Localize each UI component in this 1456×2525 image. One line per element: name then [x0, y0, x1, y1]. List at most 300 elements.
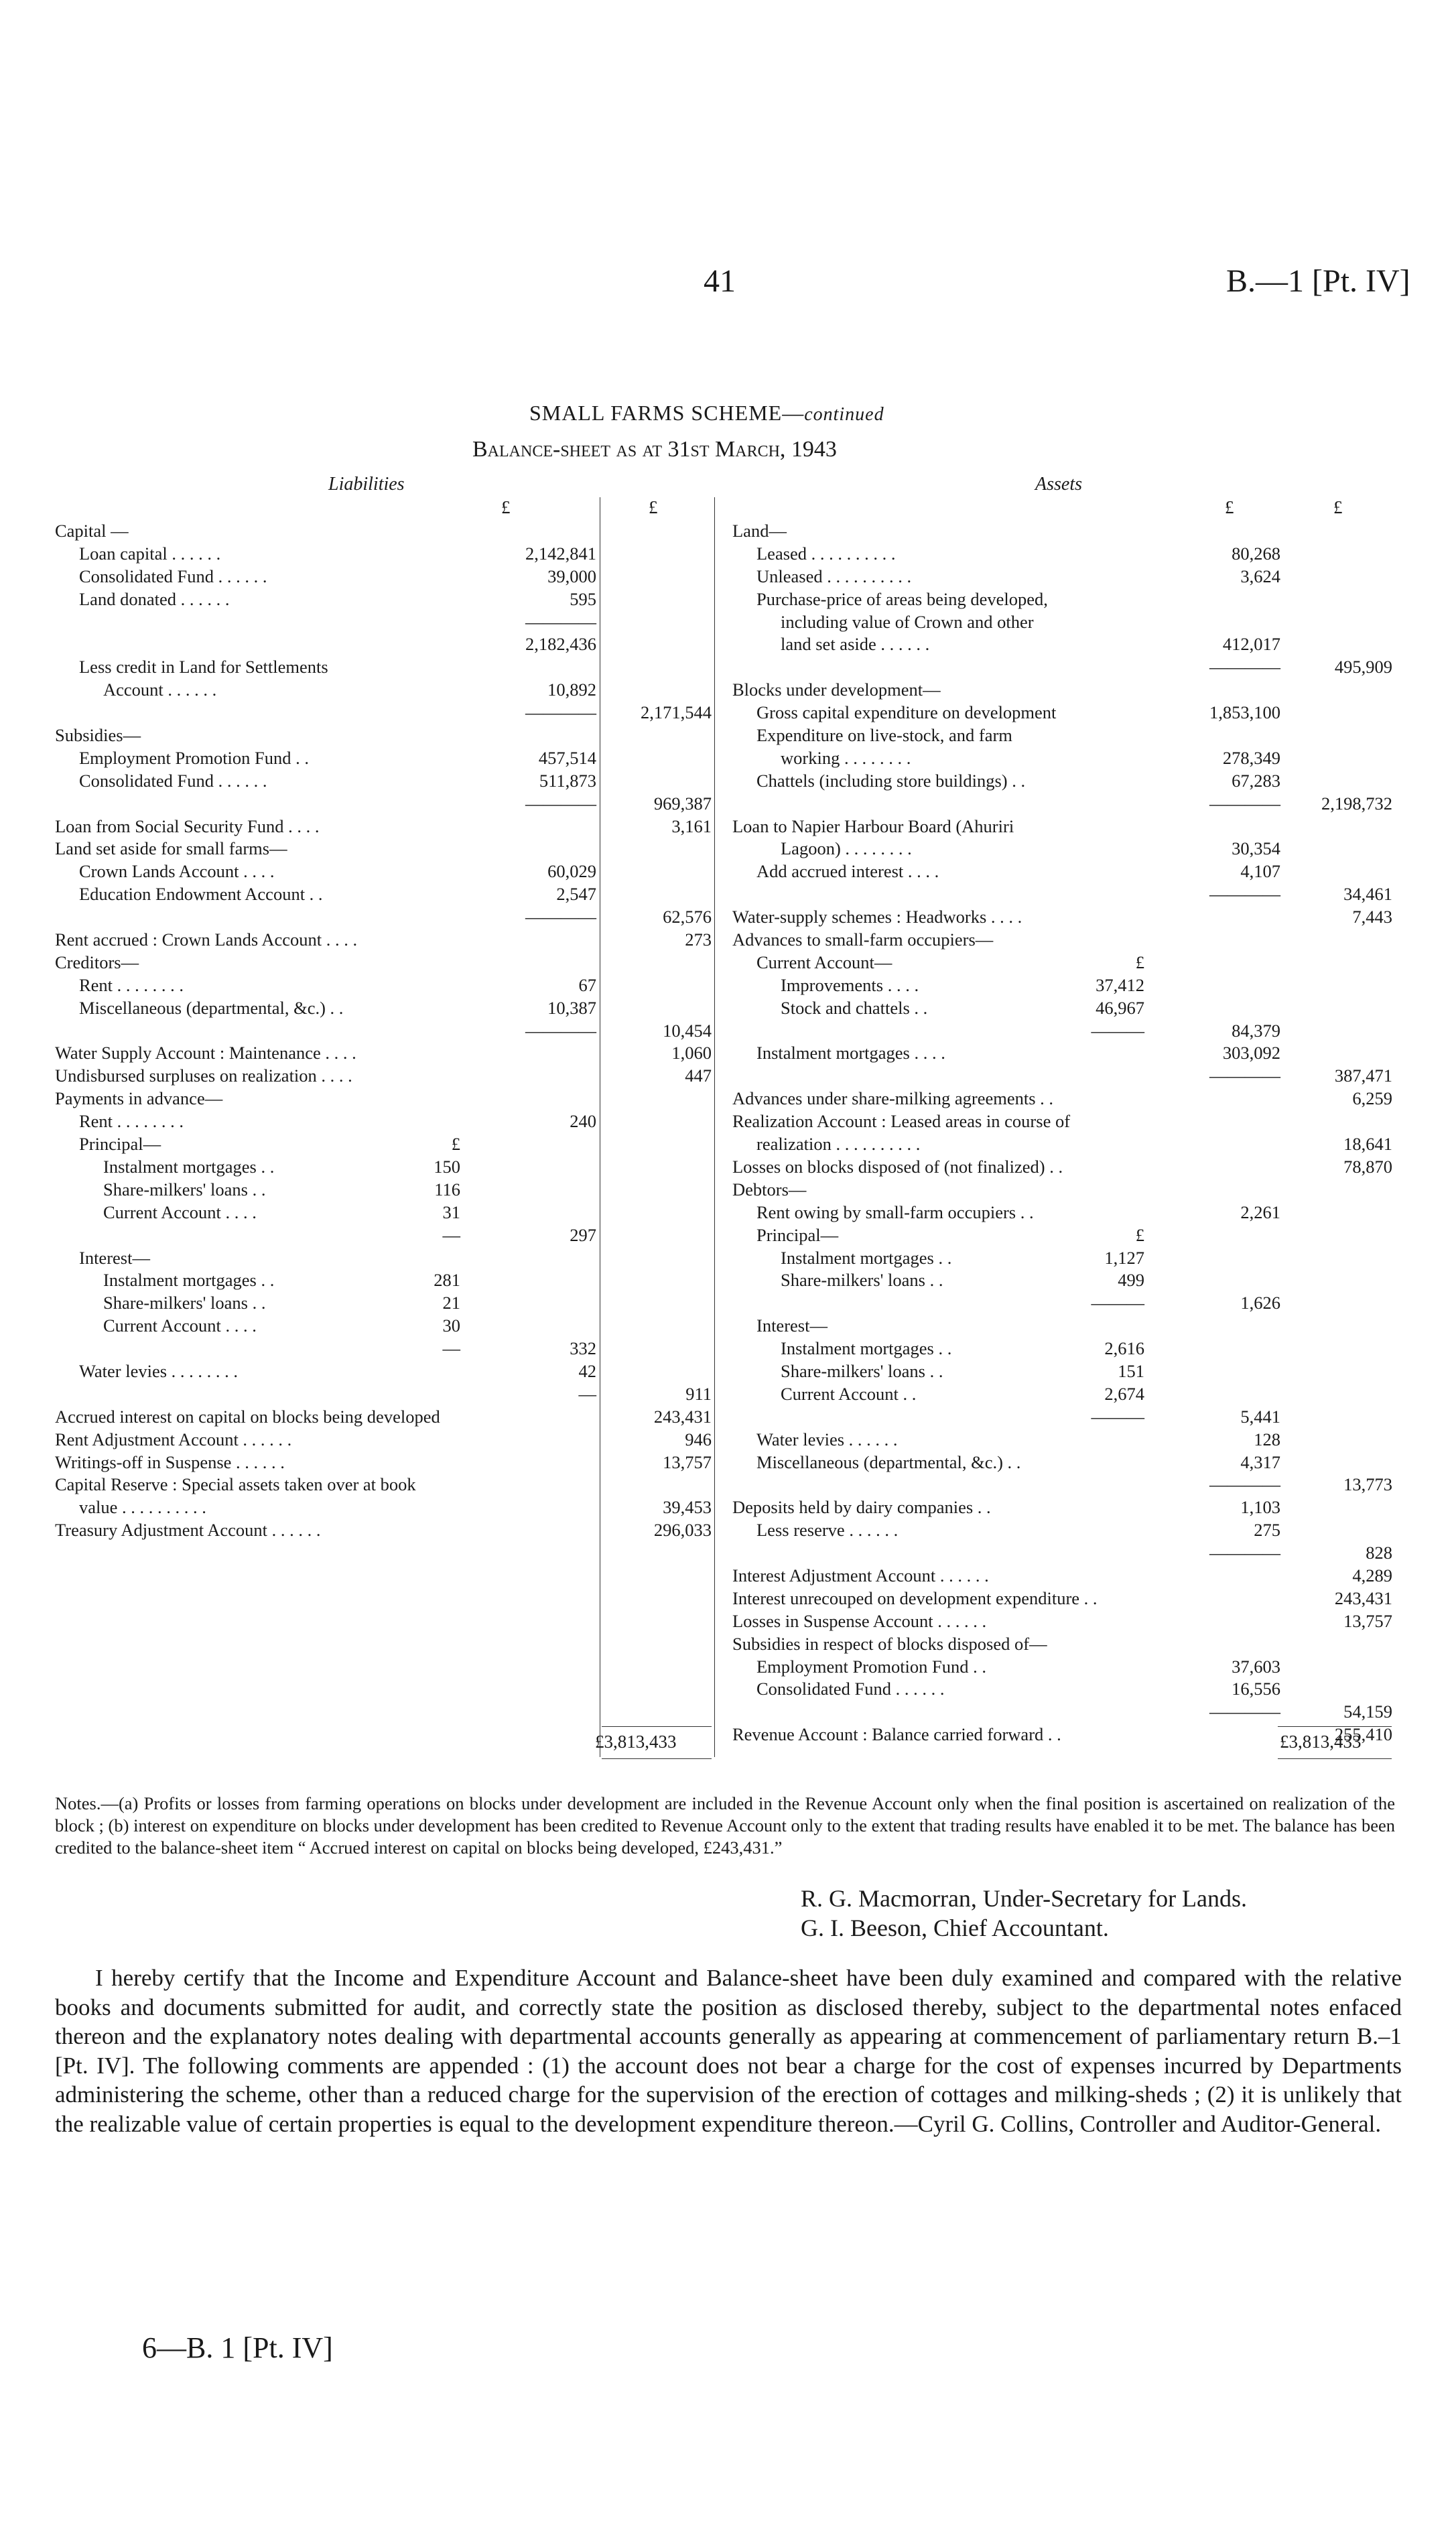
liabilities-row: [55, 1519, 712, 1542]
assets-amount-b: 255,410: [1334, 1724, 1392, 1745]
liabilities-amount-a: 2,182,436: [525, 634, 596, 655]
liabilities-label: Undisbursed surpluses on realization . . . .: [55, 1065, 352, 1086]
assets-amount-s: 2,616: [1104, 1338, 1144, 1359]
assets-row: [732, 1429, 1396, 1451]
liabilities-amount-s: —: [442, 1338, 460, 1359]
liabilities-label: Current Account . . . .: [103, 1315, 257, 1336]
liabilities-amount-a: 297: [570, 1224, 596, 1245]
liabilities-amount-s: 31: [442, 1202, 460, 1222]
liabilities-row: [55, 906, 712, 929]
liabilities-row: [55, 702, 712, 724]
assets-label: Realization Account : Leased areas in course of: [732, 1111, 1071, 1132]
liabilities-label: Writings-off in Suspense . . . . . .: [55, 1451, 285, 1472]
assets-label: land set aside . . . . . .: [781, 634, 930, 655]
liabilities-amount-a: ————: [525, 907, 596, 927]
liabilities-row: [55, 611, 712, 634]
assets-amount-b: 387,471: [1334, 1065, 1392, 1086]
liabilities-amount-a: 240: [570, 1111, 596, 1132]
liabilities-row: [55, 1088, 712, 1110]
assets-row: [732, 952, 1396, 974]
assets-row: [732, 702, 1396, 724]
liabilities-amount-b: 2,171,544: [641, 702, 712, 723]
liabilities-amount-b: 447: [685, 1065, 712, 1086]
liabilities-row: [55, 656, 712, 679]
assets-label: Leased . . . . . . . . . .: [756, 543, 896, 564]
assets-label: Losses on blocks disposed of (not finalized) . .: [732, 1156, 1063, 1177]
assets-amount-b: 54,159: [1343, 1701, 1392, 1722]
assets-amount-a: 37,603: [1232, 1656, 1280, 1677]
liabilities-row: [55, 793, 712, 816]
liabilities-row: [55, 724, 712, 747]
liabilities-amount-a: —: [578, 1383, 596, 1404]
assets-row: [732, 679, 1396, 702]
document-ref: B.—1 [Pt. IV]: [1226, 263, 1410, 299]
liabilities-label: Crown Lands Account . . . .: [79, 861, 275, 882]
assets-row: [732, 1269, 1396, 1292]
liab-pound-a: £: [501, 497, 511, 517]
liabilities-row: [55, 974, 712, 997]
liabilities-label: Rent . . . . . . . .: [79, 974, 184, 995]
liabilities-row: [55, 1474, 712, 1496]
assets-amount-a: 5,441: [1240, 1406, 1280, 1427]
liabilities-label: value . . . . . . . . . .: [79, 1497, 206, 1518]
liabilities-label: Account . . . . . .: [103, 679, 217, 700]
liabilities-amount-a: 457,514: [538, 747, 596, 768]
assets-amount-a: 275: [1254, 1520, 1280, 1541]
assets-amount-s: 46,967: [1096, 997, 1144, 1018]
liabilities-label: Principal—: [79, 1134, 161, 1155]
assets-label: Rent owing by small-farm occupiers . .: [756, 1202, 1034, 1222]
liabilities-label: Share-milkers' loans . .: [103, 1179, 266, 1200]
liabilities-amount-s: 30: [442, 1315, 460, 1336]
assets-amount-a: 303,092: [1222, 1043, 1280, 1063]
liabilities-row: [55, 1133, 712, 1156]
assets-row: [732, 1247, 1396, 1270]
liabilities-label: Consolidated Fund . . . . . .: [79, 566, 267, 586]
assets-amount-b: 13,757: [1343, 1610, 1392, 1631]
assets-row: [732, 611, 1396, 634]
assets-pound-a: £: [1225, 497, 1234, 517]
assets-row: [732, 1156, 1396, 1179]
liabilities-label: Capital —: [55, 521, 129, 541]
liabilities-amount-b: 946: [685, 1429, 712, 1449]
assets-amount-a: ————: [1209, 1543, 1280, 1563]
liabilities-row: [55, 1156, 712, 1179]
liabilities-amount-a: 332: [570, 1338, 596, 1359]
assets-label: Interest unrecouped on development expenditure . .: [732, 1588, 1098, 1608]
assets-amount-b: 34,461: [1343, 884, 1392, 905]
liabilities-row: [55, 1110, 712, 1133]
assets-amount-b: 495,909: [1334, 657, 1392, 677]
liabilities-row: [55, 1315, 712, 1338]
liabilities-row: [55, 997, 712, 1020]
liabilities-row: [55, 1360, 712, 1383]
assets-row: [732, 816, 1396, 838]
assets-total: £3,813,433: [1280, 1732, 1362, 1752]
assets-amount-a: ————: [1209, 657, 1280, 677]
liabilities-label: Subsidies—: [55, 725, 141, 746]
assets-row: [732, 1383, 1396, 1406]
liabilities-row: [55, 633, 712, 656]
liabilities-label: Loan from Social Security Fund . . . .: [55, 816, 320, 836]
assets-ledger: [732, 520, 1396, 1746]
assets-row: [732, 588, 1396, 611]
liabilities-label: Current Account . . . .: [103, 1202, 257, 1222]
assets-label: Unleased . . . . . . . . . .: [756, 566, 912, 586]
assets-row: [732, 1451, 1396, 1474]
assets-row: [732, 1020, 1396, 1043]
assets-label: Current Account—: [756, 952, 892, 972]
signature-chief-accountant: G. I. Beeson, Chief Accountant.: [801, 1915, 1109, 1941]
assets-row: [732, 520, 1396, 543]
assets-amount-a: 80,268: [1232, 543, 1280, 564]
assets-label: Subsidies in respect of blocks disposed of—: [732, 1633, 1047, 1654]
assets-amount-a: ————: [1209, 884, 1280, 905]
assets-label: Advances under share-milking agreements . .: [732, 1088, 1054, 1109]
assets-label: Current Account . .: [781, 1383, 917, 1404]
assets-row: [732, 1474, 1396, 1496]
liabilities-row: [55, 1202, 712, 1224]
liabilities-label: Instalment mortgages . .: [103, 1156, 275, 1177]
assets-row: [732, 1610, 1396, 1633]
liabilities-row: [55, 1496, 712, 1519]
scheme-title: [529, 401, 884, 426]
liabilities-row: [55, 520, 712, 543]
assets-label: Deposits held by dairy companies . .: [732, 1497, 991, 1518]
assets-label: Consolidated Fund . . . . . .: [756, 1679, 945, 1699]
assets-amount-b: 4,289: [1352, 1565, 1392, 1585]
assets-label: Revenue Account : Balance carried forward . .: [732, 1724, 1061, 1745]
assets-label: realization . . . . . . . . . .: [756, 1134, 921, 1155]
assets-amount-a: ————: [1209, 1065, 1280, 1086]
assets-label: Blocks under development—: [732, 679, 941, 700]
assets-amount-s: £: [1135, 952, 1144, 972]
assets-amount-b: 7,443: [1352, 907, 1392, 927]
assets-label: Stock and chattels . .: [781, 997, 928, 1018]
assets-amount-a: 30,354: [1232, 838, 1280, 859]
assets-amount-s: ———: [1091, 1406, 1144, 1427]
liabilities-label: Consolidated Fund . . . . . .: [79, 770, 267, 791]
assets-amount-b: 6,259: [1352, 1088, 1392, 1109]
assets-row: [732, 1496, 1396, 1519]
liabilities-row: [55, 1042, 712, 1065]
liabilities-amount-s: 150: [434, 1156, 460, 1177]
assets-amount-b: 828: [1366, 1543, 1392, 1563]
liabilities-label: Miscellaneous (departmental, &c.) . .: [79, 997, 344, 1018]
assets-label: working . . . . . . . .: [781, 747, 911, 768]
liabilities-amount-b: 1,060: [671, 1043, 712, 1063]
liabilities-amount-b: 3,161: [671, 816, 712, 836]
assets-row: [732, 860, 1396, 883]
assets-amount-s: 151: [1118, 1360, 1144, 1381]
liabilities-row: [55, 1224, 712, 1247]
assets-row: [732, 1133, 1396, 1156]
liabilities-heading: Liabilities: [328, 474, 405, 495]
assets-amount-a: 84,379: [1232, 1020, 1280, 1041]
liabilities-label: Loan capital . . . . . .: [79, 543, 221, 564]
liabilities-row: [55, 747, 712, 770]
assets-label: Purchase-price of areas being developed,: [756, 588, 1048, 609]
liabilities-row: [55, 1247, 712, 1270]
notes: Notes.—(a) Profits or losses from farming operations on blocks under development are included in the Revenue Account only when the final position is ascertained on realization of the block ; (b) interest on expenditure on blocks under development has been credited to Revenue Account only to the extent that trading results have enabled it to be met. The balance has been credited to the balance-sheet item “ Accrued interest on capital on blocks being developed, £243,431.”: [55, 1793, 1395, 1858]
liabilities-label: Interest—: [79, 1247, 150, 1268]
liabilities-amount-a: 2,142,841: [525, 543, 596, 564]
liabilities-row: [55, 543, 712, 566]
assets-label: Losses in Suspense Account . . . . . .: [732, 1610, 987, 1631]
liabilities-label: Accrued interest on capital on blocks being developed: [55, 1406, 440, 1427]
assets-row: [732, 883, 1396, 906]
assets-label: Instalment mortgages . . . .: [756, 1043, 945, 1063]
liabilities-label: Water Supply Account : Maintenance . . . .: [55, 1043, 356, 1063]
assets-amount-a: 4,317: [1240, 1451, 1280, 1472]
assets-label: Gross capital expenditure on development: [756, 702, 1057, 723]
assets-amount-b: 243,431: [1334, 1588, 1392, 1608]
liabilities-total: £3,813,433: [595, 1732, 677, 1752]
assets-amount-b: 13,773: [1343, 1474, 1392, 1495]
balance-sheet-title: Balance-sheet as at 31st March, 1943: [472, 437, 837, 462]
liabilities-label: Rent . . . . . . . .: [79, 1111, 184, 1132]
page-number: 41: [704, 263, 736, 299]
assets-label: Share-milkers' loans . .: [781, 1270, 943, 1291]
assets-amount-a: ————: [1209, 1474, 1280, 1495]
liabilities-row: [55, 860, 712, 883]
liabilities-row: [55, 1383, 712, 1406]
assets-amount-s: ———: [1091, 1293, 1144, 1313]
signature-under-secretary: R. G. Macmorran, Under-Secretary for Lands.: [801, 1885, 1248, 1912]
liab-pound-b: £: [649, 497, 658, 517]
assets-row: [732, 793, 1396, 816]
liabilities-row: [55, 566, 712, 588]
assets-label: Loan to Napier Harbour Board (Ahuriri: [732, 816, 1014, 836]
assets-row: [732, 1565, 1396, 1588]
assets-label: Land—: [732, 521, 787, 541]
assets-label: Principal—: [756, 1224, 839, 1245]
liabilities-row: [55, 679, 712, 702]
assets-row: [732, 1042, 1396, 1065]
liabilities-amount-b: 39,453: [663, 1497, 712, 1518]
assets-label: Miscellaneous (departmental, &c.) . .: [756, 1451, 1021, 1472]
assets-row: [732, 1678, 1396, 1701]
assets-amount-a: 2,261: [1240, 1202, 1280, 1222]
liabilities-label: Share-milkers' loans . .: [103, 1293, 266, 1313]
assets-row: [732, 1110, 1396, 1133]
assets-row: [732, 974, 1396, 997]
assets-row: [732, 747, 1396, 770]
assets-row: [732, 1179, 1396, 1202]
assets-amount-a: 412,017: [1222, 634, 1280, 655]
assets-row: [732, 997, 1396, 1020]
assets-amount-a: 128: [1254, 1429, 1280, 1449]
center-rule: [714, 497, 715, 1757]
liabilities-amount-a: 39,000: [547, 566, 596, 586]
assets-label: Interest Adjustment Account . . . . . .: [732, 1565, 989, 1585]
continued-label: continued: [804, 404, 884, 425]
assets-amount-a: 1,626: [1240, 1293, 1280, 1313]
liabilities-label: Land set aside for small farms—: [55, 838, 287, 859]
liabilities-row: [55, 588, 712, 611]
liabilities-amount-a: 67: [578, 974, 596, 995]
assets-row: [732, 1202, 1396, 1224]
liabilities-label: Rent accrued : Crown Lands Account . . . .: [55, 929, 358, 950]
assets-row: [732, 838, 1396, 860]
liabilities-row: [55, 1451, 712, 1474]
assets-row: [732, 1292, 1396, 1315]
liabilities-row: [55, 1429, 712, 1451]
liabilities-label: Land donated . . . . . .: [79, 588, 230, 609]
assets-row: [732, 1315, 1396, 1338]
liabilities-amount-a: 511,873: [539, 770, 596, 791]
liabilities-amount-b: 243,431: [653, 1406, 712, 1427]
liabilities-row: [55, 1338, 712, 1360]
assets-row: [732, 1338, 1396, 1360]
liabilities-amount-b: 13,757: [663, 1451, 712, 1472]
liabilities-label: Employment Promotion Fund . .: [79, 747, 310, 768]
liab-total-rule-top: [602, 1726, 712, 1727]
assets-amount-a: 1,103: [1240, 1497, 1280, 1518]
liab-total-rule-bottom: [602, 1758, 712, 1759]
assets-pound-b: £: [1333, 497, 1343, 517]
assets-row: [732, 656, 1396, 679]
assets-label: Debtors—: [732, 1179, 807, 1200]
liabilities-amount-a: 10,387: [547, 997, 596, 1018]
assets-row: [732, 1656, 1396, 1679]
assets-amount-s: 499: [1118, 1270, 1144, 1291]
liabilities-row: [55, 816, 712, 838]
liabilities-row: [55, 883, 712, 906]
assets-row: [732, 1406, 1396, 1429]
liabilities-ledger: [55, 520, 712, 1542]
liabilities-amount-a: 42: [578, 1360, 596, 1381]
assets-amount-s: £: [1135, 1224, 1144, 1245]
assets-amount-a: 278,349: [1222, 747, 1280, 768]
liabilities-amount-b: 296,033: [653, 1520, 712, 1541]
assets-label: Improvements . . . .: [781, 974, 919, 995]
assets-label: Employment Promotion Fund . .: [756, 1656, 987, 1677]
assets-row: [732, 1542, 1396, 1565]
assets-label: Chattels (including store buildings) . .: [756, 770, 1026, 791]
assets-label: Advances to small-farm occupiers—: [732, 929, 994, 950]
liabilities-label: Instalment mortgages . .: [103, 1270, 275, 1291]
liabilities-amount-b: 969,387: [653, 793, 712, 814]
assets-row: [732, 929, 1396, 952]
liabilities-amount-s: —: [442, 1224, 460, 1245]
assets-row: [732, 724, 1396, 747]
audit-certificate: I hereby certify that the Income and Expenditure Account and Balance-sheet have been duly examined and compared with the relative books and documents submitted for audit, and correctly state the position as disclosed thereby, subject to the departmental notes enfaced thereon and the explanatory notes dealing with departmental accounts generally as appearing at commencement of parliamentary return B.–1 [Pt. IV]. The following comments are appended : (1) the account does not bear a charge for the cost of expenses incurred by Departments administering the scheme, other than a reduced charge for the supervision of the erection of cottages and milking-sheds ; (2) it is unlikely that the realizable value of certain properties is equal to the development expenditure thereon.—Cyril G. Collins, Controller and Auditor-General.: [55, 1965, 1402, 2137]
assets-amount-s: ———: [1091, 1020, 1144, 1041]
scheme-name: SMALL FARMS SCHEME—: [529, 401, 805, 425]
liabilities-amount-s: £: [451, 1134, 460, 1155]
assets-label: Water-supply schemes : Headworks . . . .: [732, 907, 1022, 927]
liabilities-label: Payments in advance—: [55, 1088, 223, 1109]
assets-label: Lagoon) . . . . . . . .: [781, 838, 912, 859]
liabilities-amount-a: ————: [525, 793, 596, 814]
assets-amount-s: 2,674: [1104, 1383, 1144, 1404]
assets-row: [732, 1088, 1396, 1110]
assets-row: [732, 1633, 1396, 1656]
assets-amount-b: 18,641: [1343, 1134, 1392, 1155]
assets-row: [732, 770, 1396, 793]
assets-amount-a: 1,853,100: [1209, 702, 1280, 723]
liabilities-label: Water levies . . . . . . . .: [79, 1360, 239, 1381]
assets-row: [732, 1701, 1396, 1724]
assets-row: [732, 1519, 1396, 1542]
liabilities-label: Less credit in Land for Settlements: [79, 657, 328, 677]
assets-row: [732, 543, 1396, 566]
liabilities-row: [55, 1020, 712, 1043]
assets-amount-a: 4,107: [1240, 861, 1280, 882]
assets-row: [732, 1588, 1396, 1610]
assets-amount-s: 1,127: [1104, 1247, 1144, 1268]
assets-row: [732, 633, 1396, 656]
liabilities-amount-s: 21: [442, 1293, 460, 1313]
assets-amount-b: 2,198,732: [1321, 793, 1392, 814]
liabilities-label: Capital Reserve : Special assets taken over at book: [55, 1474, 416, 1495]
assets-row: [732, 566, 1396, 588]
liabilities-row: [55, 770, 712, 793]
assets-label: Less reserve . . . . . .: [756, 1520, 899, 1541]
liabilities-label: Creditors—: [55, 952, 139, 972]
liabilities-amount-a: 60,029: [547, 861, 596, 882]
assets-heading: Assets: [1035, 474, 1082, 495]
liabilities-amount-a: 2,547: [556, 884, 596, 905]
assets-label: Instalment mortgages . .: [781, 1338, 952, 1359]
assets-amount-a: ————: [1209, 793, 1280, 814]
assets-row: [732, 906, 1396, 929]
assets-amount-a: 16,556: [1232, 1679, 1280, 1699]
liabilities-amount-a: ————: [525, 702, 596, 723]
assets-amount-a: 67,283: [1232, 770, 1280, 791]
liabilities-row: [55, 929, 712, 952]
assets-label: Instalment mortgages . .: [781, 1247, 952, 1268]
assets-label: Expenditure on live-stock, and farm: [756, 725, 1012, 746]
liabilities-amount-s: 116: [434, 1179, 460, 1200]
assets-label: Interest—: [756, 1315, 828, 1336]
liabilities-label: Education Endowment Account . .: [79, 884, 323, 905]
assets-amount-a: ————: [1209, 1701, 1280, 1722]
liabilities-row: [55, 1065, 712, 1088]
assets-row: [732, 1065, 1396, 1088]
liabilities-amount-b: 10,454: [663, 1020, 712, 1041]
assets-total-rule-top: [1278, 1726, 1392, 1727]
assets-total-rule-bottom: [1278, 1758, 1392, 1759]
liabilities-row: [55, 1406, 712, 1429]
liabilities-amount-b: 62,576: [663, 907, 712, 927]
assets-label: Water levies . . . . . .: [756, 1429, 898, 1449]
assets-amount-b: 78,870: [1343, 1156, 1392, 1177]
liabilities-amount-s: 281: [434, 1270, 460, 1291]
assets-row: [732, 1224, 1396, 1247]
assets-label: Share-milkers' loans . .: [781, 1360, 943, 1381]
liabilities-label: Rent Adjustment Account . . . . . .: [55, 1429, 292, 1449]
assets-row: [732, 1360, 1396, 1383]
liabilities-row: [55, 838, 712, 860]
assets-amount-a: 3,624: [1240, 566, 1280, 586]
liabilities-row: [55, 1292, 712, 1315]
liabilities-amount-a: 595: [570, 588, 596, 609]
liabilities-row: [55, 1179, 712, 1202]
liabilities-amount-a: 10,892: [547, 679, 596, 700]
assets-amount-s: 37,412: [1096, 974, 1144, 995]
liabilities-label: Treasury Adjustment Account . . . . . .: [55, 1520, 321, 1541]
liabilities-row: [55, 1269, 712, 1292]
footer-ref: 6—B. 1 [Pt. IV]: [142, 2331, 333, 2364]
liabilities-amount-a: ————: [525, 611, 596, 632]
liabilities-amount-b: 911: [685, 1383, 712, 1404]
assets-label: Add accrued interest . . . .: [756, 861, 939, 882]
liabilities-amount-b: 273: [685, 929, 712, 950]
liabilities-row: [55, 952, 712, 974]
assets-label: including value of Crown and other: [781, 611, 1034, 632]
